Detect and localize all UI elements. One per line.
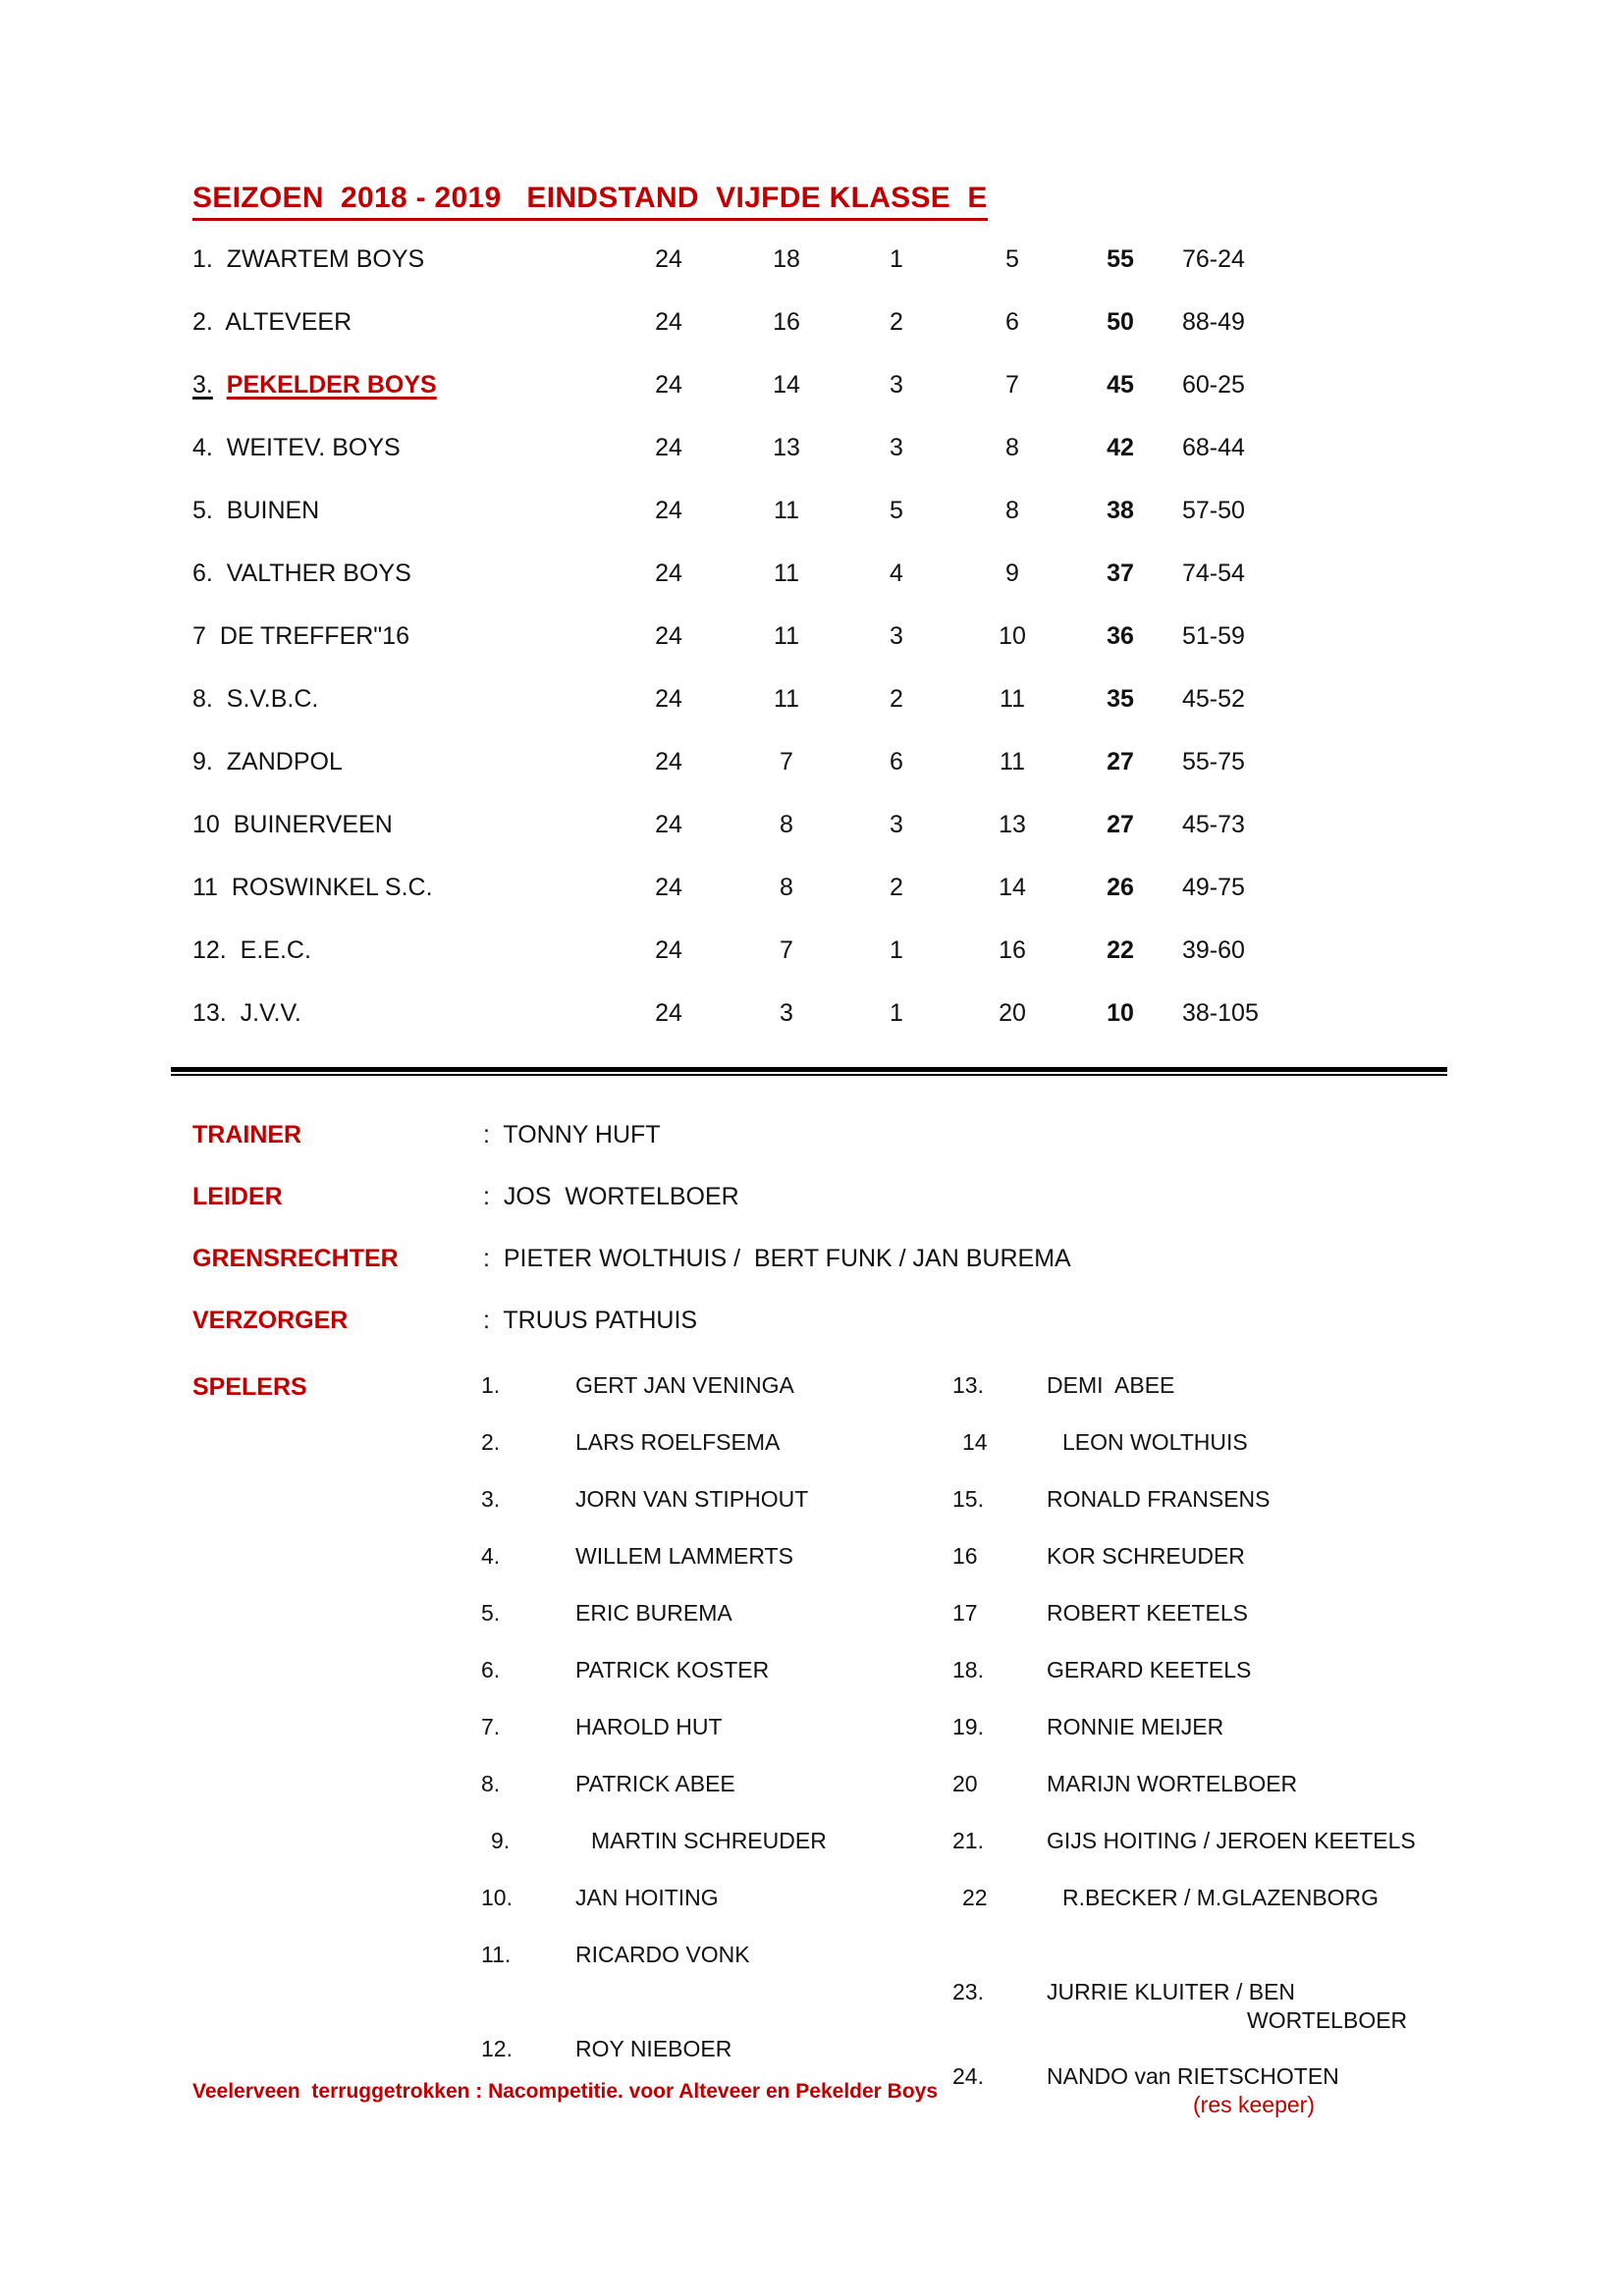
standings-rank-spacer — [213, 497, 227, 524]
standings-team-name: WEITEV. BOYS — [226, 434, 401, 461]
standings-row — [192, 746, 1428, 809]
staff-row — [192, 1181, 1449, 1243]
standings-goals: 74-54 — [1182, 560, 1245, 587]
standings-team-cell — [192, 432, 401, 463]
standings-team-cell — [192, 683, 318, 715]
standings-rank: 6. — [192, 560, 213, 587]
player-number: 18. — [952, 1657, 984, 1682]
standings-row — [192, 495, 1428, 558]
standings-played: 24 — [655, 622, 682, 650]
player-name: MARIJN WORTELBOER — [1047, 1771, 1298, 1796]
standings-won: 13 — [773, 434, 800, 461]
standings-rank-spacer — [213, 434, 227, 461]
standings-rank: 1. — [192, 245, 213, 273]
standings-lost: 11 — [1000, 685, 1025, 713]
standings-points: 10 — [1107, 999, 1134, 1027]
staff-role-label: GRENSRECHTER — [192, 1245, 399, 1272]
player-list-item — [481, 1655, 943, 1712]
footer-note: Veelerveen terruggetrokken : Nacompetitie. voor Alteveer en Pekelder Boys — [192, 2080, 939, 2103]
standings-team-cell — [192, 872, 433, 903]
player-name: ROY NIEBOER — [575, 2036, 732, 2061]
player-number: 23. — [952, 1979, 984, 2004]
player-number: 21. — [952, 1828, 984, 1853]
player-number: 9. — [491, 1828, 511, 1853]
standings-lost: 5 — [1005, 245, 1019, 273]
player-name: LARS ROELFSEMA — [575, 1429, 781, 1455]
standings-rank-spacer — [213, 560, 227, 587]
standings-goals: 49-75 — [1182, 874, 1245, 901]
standings-points: 37 — [1107, 560, 1134, 587]
standings-rank-spacer — [213, 371, 227, 399]
player-name: GIJS HOITING / JEROEN KEETELS — [1047, 1828, 1416, 1853]
player-list-item — [952, 1769, 1502, 1826]
standings-row — [192, 306, 1428, 369]
standings-played: 24 — [655, 497, 682, 524]
standings-rank: 3. — [192, 371, 213, 399]
standings-row — [192, 243, 1428, 306]
standings-points: 50 — [1107, 308, 1134, 336]
staff-role-label: VERZORGER — [192, 1307, 349, 1334]
standings-drawn: 2 — [890, 685, 903, 713]
players-section-label: SPELERS — [192, 1373, 307, 1401]
player-list-item — [952, 2061, 1502, 2118]
standings-row — [192, 369, 1428, 432]
standings-rank: 5. — [192, 497, 213, 524]
player-number: 6. — [481, 1657, 501, 1682]
standings-rank: 8. — [192, 685, 213, 713]
standings-team-name: ROSWINKEL S.C. — [231, 874, 433, 901]
standings-team-name: ZWARTEM BOYS — [226, 245, 425, 273]
standings-lost: 6 — [1005, 308, 1019, 336]
player-number: 4. — [481, 1543, 501, 1569]
standings-drawn: 2 — [890, 308, 903, 336]
player-number: 24. — [952, 2063, 984, 2089]
player-list-item — [481, 1541, 943, 1598]
standings-points: 27 — [1107, 748, 1134, 775]
staff-row — [192, 1119, 1449, 1181]
standings-won: 16 — [773, 308, 800, 336]
standings-team-name: S.V.B.C. — [226, 685, 319, 713]
standings-won: 7 — [780, 936, 793, 964]
standings-goals: 57-50 — [1182, 497, 1245, 524]
standings-goals: 51-59 — [1182, 622, 1245, 650]
staff-person-name: : TRUUS PATHUIS — [483, 1307, 698, 1334]
page-title: SEIZOEN 2018 - 2019 EINDSTAND VIJFDE KLASSE E — [192, 182, 988, 221]
standings-rank: 11 — [192, 874, 218, 901]
player-number: 16 — [952, 1543, 978, 1569]
standings-rank: 2. — [192, 308, 213, 336]
standings-team-name: PEKELDER BOYS — [226, 371, 437, 399]
player-name: RONALD FRANSENS — [1047, 1486, 1271, 1512]
standings-team-cell — [192, 746, 343, 777]
player-list-item — [481, 1427, 943, 1484]
standings-rank-spacer — [213, 308, 226, 336]
standings-drawn: 2 — [890, 874, 903, 901]
standings-lost: 14 — [999, 874, 1026, 901]
standings-row — [192, 432, 1428, 495]
player-name: PATRICK ABEE — [575, 1771, 735, 1796]
standings-drawn: 4 — [890, 560, 903, 587]
standings-table — [192, 243, 1428, 1060]
standings-drawn: 1 — [890, 936, 903, 964]
standings-team-cell — [192, 369, 437, 400]
standings-won: 11 — [774, 622, 799, 650]
standings-rank-spacer — [218, 874, 232, 901]
standings-won: 8 — [780, 874, 793, 901]
player-number: 1. — [481, 1372, 501, 1398]
standings-team-name: BUINEN — [226, 497, 320, 524]
standings-row — [192, 934, 1428, 997]
standings-rank-spacer — [227, 936, 241, 964]
standings-goals: 38-105 — [1182, 999, 1259, 1027]
standings-rank: 10 — [192, 811, 220, 838]
standings-row — [192, 809, 1428, 872]
standings-team-name: ALTEVEER — [225, 308, 352, 336]
player-name: JURRIE KLUITER / BEN — [1047, 1979, 1296, 2004]
staff-person-name: : PIETER WOLTHUIS / BERT FUNK / JAN BUREMA — [483, 1245, 1071, 1272]
standings-played: 24 — [655, 811, 682, 838]
player-list-item — [481, 1712, 943, 1769]
standings-played: 24 — [655, 999, 682, 1027]
player-number: 22 — [962, 1885, 988, 1910]
standings-lost: 9 — [1005, 560, 1019, 587]
standings-team-cell — [192, 558, 411, 589]
standings-lost: 8 — [1005, 497, 1019, 524]
standings-team-cell — [192, 620, 409, 652]
standings-points: 36 — [1107, 622, 1134, 650]
player-name-continuation: WORTELBOER — [1247, 2007, 1408, 2033]
standings-team-cell — [192, 243, 424, 275]
player-list-item — [481, 1769, 943, 1826]
standings-drawn: 3 — [890, 434, 903, 461]
staff-person-name: : JOS WORTELBOER — [483, 1183, 739, 1210]
player-name: ERIC BUREMA — [575, 1600, 732, 1626]
standings-points: 26 — [1107, 874, 1134, 901]
standings-won: 11 — [774, 685, 799, 713]
player-name: KOR SCHREUDER — [1047, 1543, 1245, 1569]
standings-rank-spacer — [213, 748, 227, 775]
standings-points: 38 — [1107, 497, 1134, 524]
standings-rank-spacer — [213, 245, 227, 273]
standings-played: 24 — [655, 308, 682, 336]
player-name: ROBERT KEETELS — [1047, 1600, 1248, 1626]
section-divider — [171, 1067, 1447, 1076]
standings-won: 7 — [780, 748, 793, 775]
player-number: 2. — [481, 1429, 501, 1455]
player-number: 5. — [481, 1600, 501, 1626]
player-list-item — [952, 1655, 1502, 1712]
player-list-item — [952, 1484, 1502, 1541]
player-name: WILLEM LAMMERTS — [575, 1543, 793, 1569]
player-number: 10. — [481, 1885, 513, 1910]
standings-team-cell — [192, 997, 301, 1029]
standings-goals: 45-52 — [1182, 685, 1245, 713]
standings-played: 24 — [655, 560, 682, 587]
player-number: 8. — [481, 1771, 501, 1796]
standings-team-cell — [192, 809, 393, 840]
players-column-right — [952, 1370, 1502, 2118]
player-number: 20 — [952, 1771, 978, 1796]
standings-drawn: 1 — [890, 245, 903, 273]
standings-goals: 39-60 — [1182, 936, 1245, 964]
standings-won: 3 — [780, 999, 793, 1027]
standings-lost: 8 — [1005, 434, 1019, 461]
standings-goals: 88-49 — [1182, 308, 1245, 336]
standings-team-name: J.V.V. — [240, 999, 301, 1027]
player-list-item — [481, 1940, 943, 1997]
standings-rank-spacer — [227, 999, 241, 1027]
player-name: GERARD KEETELS — [1047, 1657, 1252, 1682]
staff-role-label: LEIDER — [192, 1183, 283, 1210]
player-name: HAROLD HUT — [575, 1714, 723, 1739]
player-name: JAN HOITING — [575, 1885, 719, 1910]
player-name: RONNIE MEIJER — [1047, 1714, 1224, 1739]
player-name: MARTIN SCHREUDER — [591, 1828, 827, 1853]
standings-played: 24 — [655, 874, 682, 901]
player-list-item — [952, 1598, 1502, 1655]
player-list-item — [952, 1712, 1502, 1769]
player-number: 14 — [962, 1429, 988, 1455]
player-list-item — [481, 1370, 943, 1427]
player-list-item — [481, 1484, 943, 1541]
standings-rank: 4. — [192, 434, 213, 461]
standings-points: 55 — [1107, 245, 1134, 273]
standings-lost: 20 — [999, 999, 1026, 1027]
standings-team-cell — [192, 934, 311, 966]
player-number: 17 — [952, 1600, 978, 1626]
player-number: 19. — [952, 1714, 984, 1739]
player-list-item — [481, 1883, 943, 1940]
standings-rank-spacer — [213, 685, 227, 713]
standings-lost: 16 — [999, 936, 1026, 964]
standings-played: 24 — [655, 748, 682, 775]
player-list-item — [952, 1883, 1502, 1940]
player-list-item — [481, 1826, 943, 1883]
standings-points: 22 — [1107, 936, 1134, 964]
standings-rank: 13. — [192, 999, 227, 1027]
standings-points: 42 — [1107, 434, 1134, 461]
standings-team-cell — [192, 495, 319, 526]
standings-won: 14 — [773, 371, 800, 399]
standings-goals: 60-25 — [1182, 371, 1245, 399]
player-name: RICARDO VONK — [575, 1942, 750, 1967]
player-name: GERT JAN VENINGA — [575, 1372, 794, 1398]
standings-lost: 7 — [1005, 371, 1019, 399]
standings-played: 24 — [655, 936, 682, 964]
standings-won: 8 — [780, 811, 793, 838]
player-name: NANDO van RIETSCHOTEN — [1047, 2063, 1339, 2089]
player-list-item — [952, 1370, 1502, 1427]
standings-team-name: VALTHER BOYS — [226, 560, 411, 587]
player-name: LEON WOLTHUIS — [1062, 1429, 1248, 1455]
player-number: 7. — [481, 1714, 501, 1739]
standings-played: 24 — [655, 685, 682, 713]
standings-rank: 12. — [192, 936, 227, 964]
standings-row — [192, 683, 1428, 746]
standings-drawn: 3 — [890, 371, 903, 399]
player-name: PATRICK KOSTER — [575, 1657, 770, 1682]
player-list-item — [952, 1826, 1502, 1883]
player-list-item — [952, 1541, 1502, 1598]
player-name: R.BECKER / M.GLAZENBORG — [1062, 1885, 1380, 1910]
standings-team-name: DE TREFFER"16 — [219, 622, 409, 650]
standings-won: 18 — [773, 245, 800, 273]
standings-lost: 11 — [1000, 748, 1025, 775]
player-list-item — [481, 1598, 943, 1655]
standings-team-name: E.E.C. — [240, 936, 311, 964]
standings-rank: 7 — [192, 622, 206, 650]
standings-points: 27 — [1107, 811, 1134, 838]
player-number: 12. — [481, 2036, 513, 2061]
standings-points: 35 — [1107, 685, 1134, 713]
staff-list — [192, 1119, 1449, 1366]
player-number: 3. — [481, 1486, 501, 1512]
standings-won: 11 — [774, 560, 799, 587]
standings-team-name: BUINERVEEN — [233, 811, 393, 838]
player-list-item — [952, 1977, 1502, 2061]
standings-row — [192, 558, 1428, 620]
player-number: 13. — [952, 1372, 984, 1398]
standings-goals: 68-44 — [1182, 434, 1245, 461]
player-number: 15. — [952, 1486, 984, 1512]
standings-drawn: 1 — [890, 999, 903, 1027]
standings-lost: 10 — [999, 622, 1026, 650]
standings-rank-spacer — [220, 811, 234, 838]
standings-team-cell — [192, 306, 352, 338]
players-column-left — [481, 1370, 943, 2091]
player-number: 11. — [481, 1942, 512, 1967]
standings-played: 24 — [655, 434, 682, 461]
standings-row — [192, 872, 1428, 934]
standings-rank-spacer — [206, 622, 220, 650]
staff-role-label: TRAINER — [192, 1121, 302, 1148]
standings-goals: 45-73 — [1182, 811, 1245, 838]
staff-row — [192, 1243, 1449, 1305]
standings-row — [192, 997, 1428, 1060]
staff-row — [192, 1305, 1449, 1366]
standings-goals: 76-24 — [1182, 245, 1245, 273]
standings-goals: 55-75 — [1182, 748, 1245, 775]
standings-drawn: 3 — [890, 622, 903, 650]
standings-played: 24 — [655, 371, 682, 399]
standings-drawn: 3 — [890, 811, 903, 838]
standings-rank: 9. — [192, 748, 213, 775]
standings-points: 45 — [1107, 371, 1134, 399]
player-name: DEMI ABEE — [1047, 1372, 1175, 1398]
player-name: JORN VAN STIPHOUT — [575, 1486, 809, 1512]
standings-team-name: ZANDPOL — [226, 748, 343, 775]
standings-won: 11 — [774, 497, 799, 524]
standings-drawn: 5 — [890, 497, 903, 524]
standings-lost: 13 — [999, 811, 1026, 838]
player-role-note: (res keeper) — [1193, 2092, 1315, 2117]
standings-row — [192, 620, 1428, 683]
staff-person-name: : TONNY HUFT — [483, 1121, 661, 1148]
standings-drawn: 6 — [890, 748, 903, 775]
player-list-item — [952, 1427, 1502, 1484]
standings-played: 24 — [655, 245, 682, 273]
